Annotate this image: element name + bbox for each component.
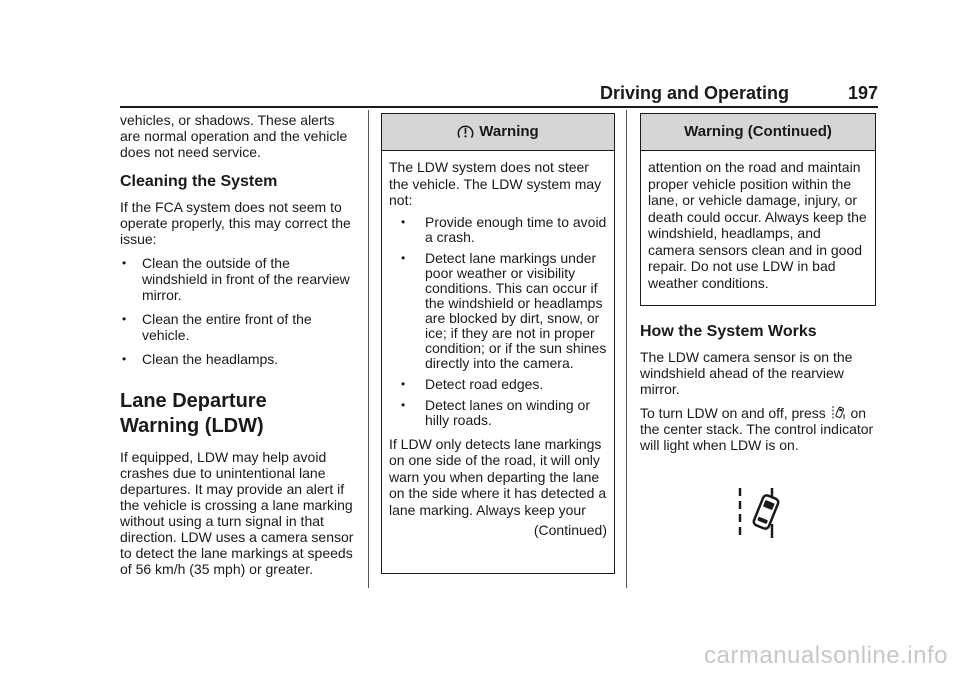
list-item: • Clean the outside of the windshield in front of the rearview mirror. — [120, 255, 356, 303]
lane-departure-icon — [832, 405, 845, 420]
how-text: The LDW camera sensor is on the windshield ahead of the rearview mirror. — [640, 349, 853, 397]
warning-title: Warning — [479, 122, 539, 140]
watermark: carmanualsonline.info — [704, 642, 948, 669]
list-item: • Clean the headlamps. — [120, 351, 356, 367]
section-title: Driving and Operating — [600, 82, 790, 103]
cleaning-intro: If the FCA system does not seem to operate properly, this may correct the issue: — [120, 199, 351, 247]
warning-continued-text: attention on the road and maintain proper vehicle position within the lane, or vehicle damage, injury, or death could occur. Always keep the windshield, headlamps, and camera sensors clean and in good repair. Do not use LDW in bad weather conditions. — [648, 159, 867, 291]
intro-text: vehicles, or shadows. These alerts are normal operation and the vehicle does not need service. — [120, 112, 348, 160]
page-number: 197 — [847, 82, 878, 103]
warning-continued-title: Warning (Continued) — [684, 122, 832, 140]
column-3 — [640, 322, 874, 461]
turn-on-text — [640, 405, 874, 453]
continued-label: (Continued) — [533, 522, 607, 538]
list-item: • Provide enough time to avoid a crash. — [399, 215, 607, 245]
warning-continued-header — [641, 114, 875, 151]
list-item: • Clean the entire front of the vehicle. — [120, 311, 356, 343]
warning-icon — [457, 124, 474, 141]
cleaning-heading: Cleaning the System — [120, 173, 278, 190]
warning-list — [389, 215, 607, 428]
list-item: • Detect lanes on winding or hilly roads. — [399, 398, 607, 428]
warning-intro: The LDW system does not steer the vehicle. The LDW system may not: — [389, 159, 602, 208]
list-item: • Detect road edges. — [399, 377, 607, 392]
header-rule — [120, 106, 878, 108]
how-heading: How the System Works — [640, 323, 817, 340]
list-item: • Detect lane markings under poor weather or visibility conditions. This can occur if the windshield or headlamps are blocked by dirt, snow, or ice; if they are not in proper condition; or if the sun shines directly into the camera. — [399, 251, 607, 371]
warning-continued-body — [641, 151, 875, 302]
page-header — [600, 80, 878, 106]
warning-after-text: If LDW only detects lane markings on one side of the road, it will only warn you when departing the lane on the side where it has detected a lane marking. Always keep your — [389, 435, 607, 518]
warning-header — [382, 114, 614, 151]
warning-box — [381, 113, 615, 574]
cleaning-list — [120, 255, 356, 367]
column-1 — [120, 112, 356, 585]
lane-departure-indicator-icon — [736, 486, 788, 542]
column-divider-1 — [368, 110, 369, 588]
ldw-heading-line1: Lane Departure — [120, 390, 267, 412]
column-divider-2 — [626, 110, 627, 588]
turn-on-after: on the center stack. The control indicator will light when LDW is on. — [640, 405, 874, 453]
ldw-heading-line2: Warning (LDW) — [120, 415, 264, 437]
warning-body — [382, 151, 614, 544]
turn-on-before: To turn LDW on and off, press — [640, 405, 826, 421]
ldw-description: If equipped, LDW may help avoid crashes due to unintentional lane departures. It may provide an alert if the vehicle is crossing a lane marking without using a turn signal in that direction. LDW uses a camera sensor to detect the lane markings at speeds of 56 km/h (35 mph) or greater. — [120, 449, 354, 577]
ldw-heading — [120, 389, 356, 439]
warning-continued-box — [640, 113, 876, 306]
